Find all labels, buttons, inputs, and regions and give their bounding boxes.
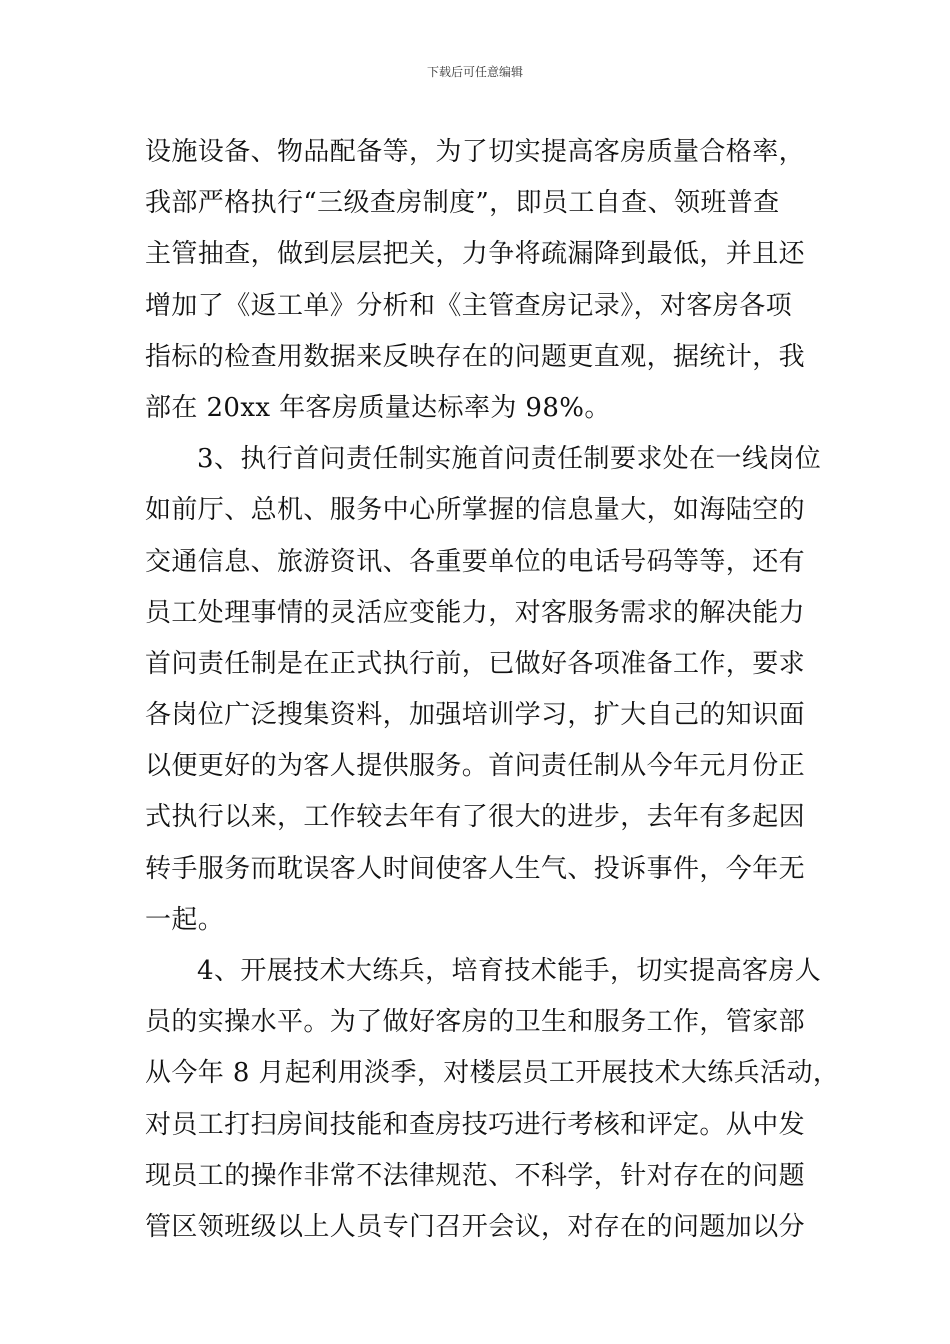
document-body — [145, 127, 840, 1253]
text-line: 增加了《返工单》分析和《主管查房记录》，对客房各项 — [145, 290, 793, 321]
text-line: 以便更好的为客人提供服务。首问责任制从今年元月份正 — [145, 751, 806, 782]
text-line: 管区领班级以上人员专门召开会议，对存在的问题加以分 — [145, 1211, 806, 1242]
text-line: 如前厅、总机、服务中心所掌握的信息量大，如海陆空的 — [145, 495, 806, 526]
text-line: 指标的检查用数据来反映存在的问题更直观，据统计，我 — [145, 341, 806, 372]
text-line: 主管抽查，做到层层把关，力争将疏漏降到最低，并且还 — [145, 239, 806, 270]
text-line: 从今年 8 月起利用淡季，对楼层员工开展技术大练兵活动， — [145, 1058, 840, 1089]
text-line: 各岗位广泛搜集资料，加强培训学习，扩大自己的知识面 — [145, 700, 806, 731]
text-line: 部在 20xx 年客房质量达标率为 98%。 — [145, 392, 611, 423]
text-line: 现员工的操作非常不法律规范、不科学，针对存在的问题 — [145, 1160, 806, 1191]
text-line: 转手服务而耽误客人时间使客人生气、投诉事件，今年无 — [145, 853, 806, 884]
text-line: 我部严格执行“三级查房制度”，即员工自查、领班普查 — [145, 188, 780, 219]
text-line: 交通信息、旅游资讯、各重要单位的电话号码等等，还有 — [145, 546, 806, 577]
text-line: 对员工打扫房间技能和查房技巧进行考核和评定。从中发 — [145, 1109, 806, 1140]
page-header: 下载后可任意编辑 — [426, 65, 523, 79]
text-line: 设施设备、物品配备等，为了切实提高客房质量合格率， — [145, 137, 806, 167]
text-line: 一起。 — [145, 904, 225, 935]
text-line: 式执行以来，工作较去年有了很大的进步，去年有多起因 — [145, 802, 806, 833]
text-line: 员工处理事情的灵活应变能力，对客服务需求的解决能力 — [145, 597, 806, 628]
text-line: 首问责任制是在正式执行前，已做好各项准备工作，要求 — [145, 648, 806, 679]
text-line: 员的实操水平。为了做好客房的卫生和服务工作，管家部 — [145, 1007, 806, 1038]
paragraph-start-line: 4、开展技术大练兵，培育技术能手，切实提高客房人 — [197, 956, 822, 986]
paragraph-start-line: 3、执行首问责任制实施首问责任制要求处在一线岗位 — [197, 444, 822, 475]
